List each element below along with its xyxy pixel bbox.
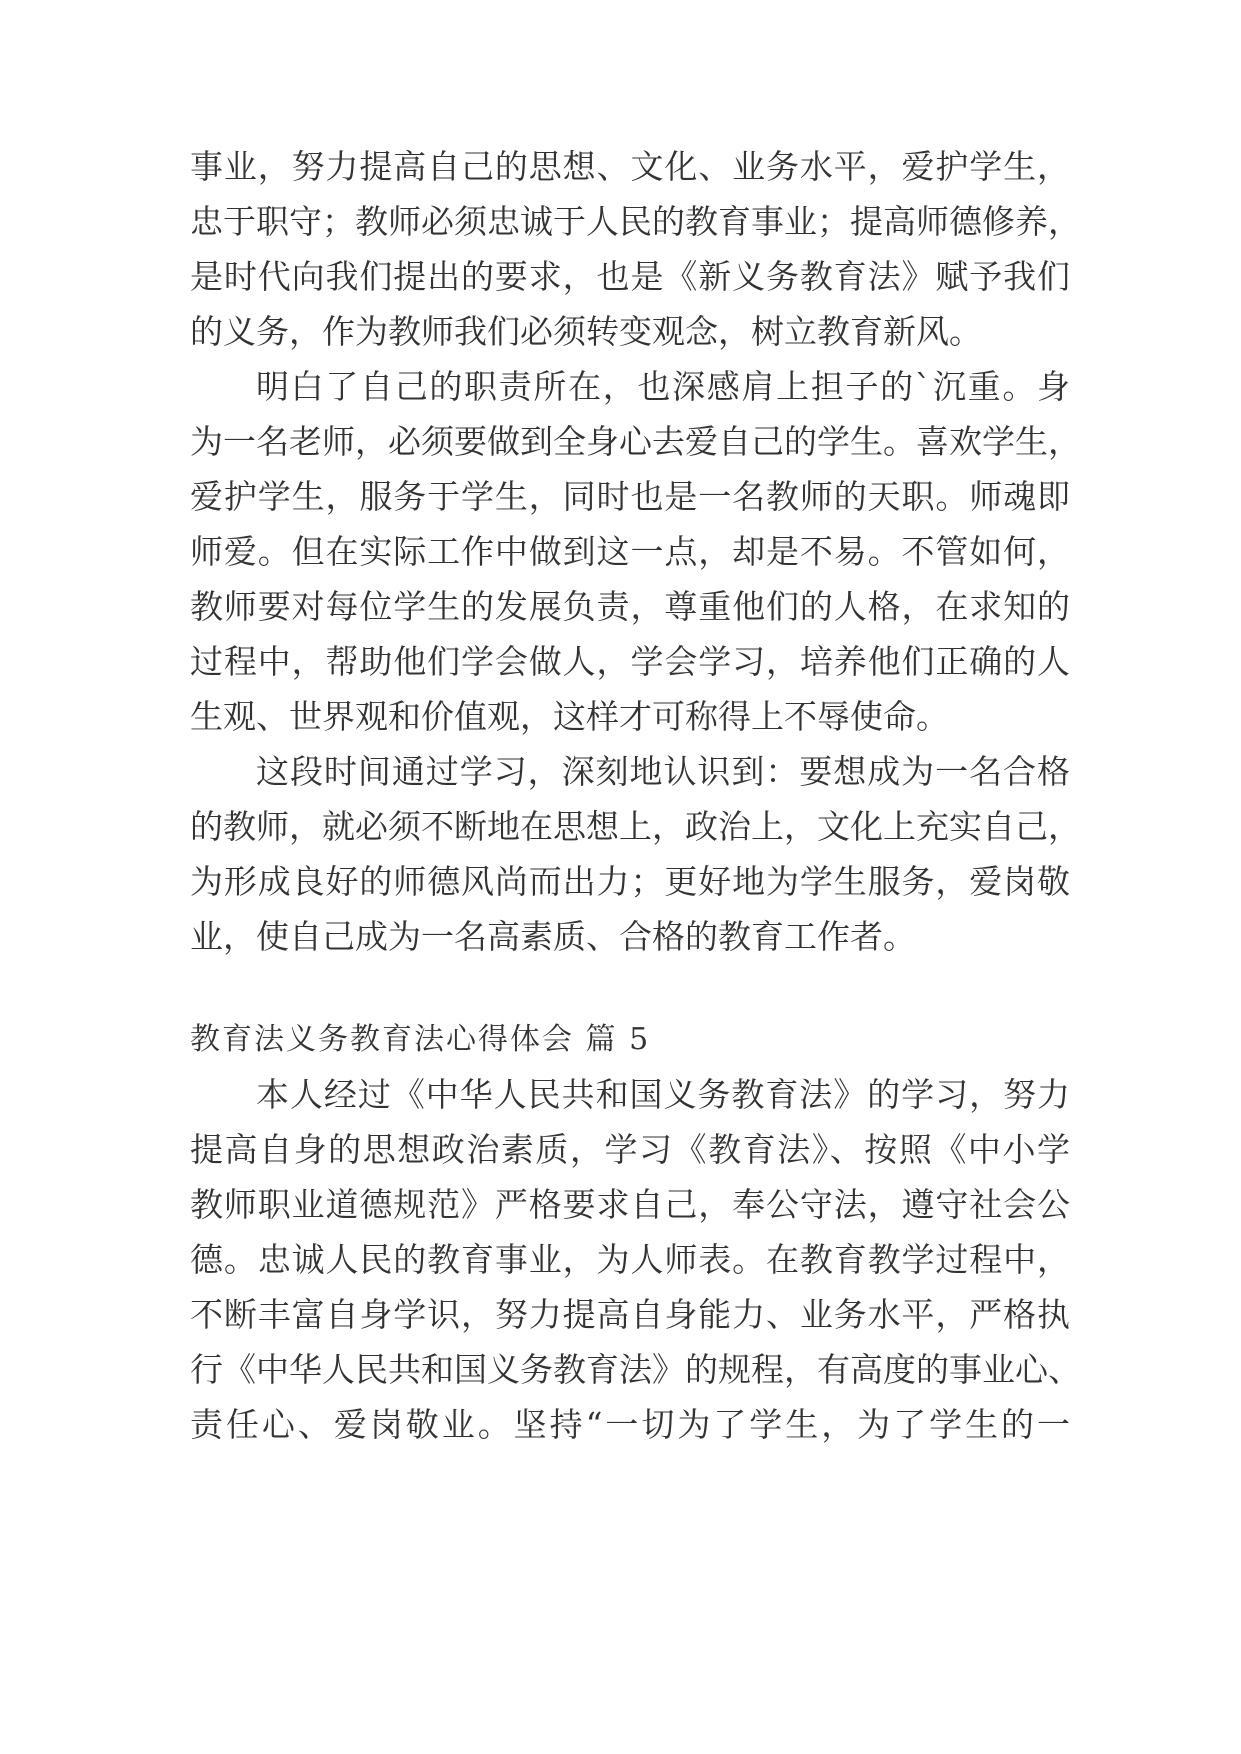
paragraph-4-line-4: 德。忠诚人民的教育事业，为人师表。在教育教学过程中，	[190, 1240, 1070, 1279]
paragraph-2-line-6: 过程中，帮助他们学会做人，学会学习，培养他们正确的人	[190, 642, 1070, 681]
paragraph-1-line-1: 事业，努力提高自己的思想、文化、业务水平，爱护学生，	[190, 147, 1070, 186]
paragraph-1-line-3: 是时代向我们提出的要求，也是《新义务教育法》赋予我们	[190, 257, 1070, 296]
paragraph-1-line-4: 的义务，作为教师我们必须转变观念，树立教育新风。	[190, 312, 982, 351]
paragraph-2-line-2: 为一名老师，必须要做到全身心去爱自己的学生。喜欢学生，	[190, 422, 1081, 461]
paragraph-1-line-2: 忠于职守；教师必须忠诚于人民的教育事业；提高师德修养，	[190, 202, 1081, 241]
section-heading: 教育法义务教育法心得体会 篇 5	[190, 1022, 651, 1057]
paragraph-4-line-1: 本人经过《中华人民共和国义务教育法》的学习，努力	[256, 1075, 1070, 1114]
paragraph-2-line-7: 生观、世界观和价值观，这样才可称得上不辱使命。	[190, 697, 949, 736]
paragraph-2-line-5: 教师要对每位学生的发展负责，尊重他们的人格，在求知的	[190, 587, 1070, 626]
paragraph-2-line-4: 师爱。但在实际工作中做到这一点，却是不易。不管如何，	[190, 532, 1070, 571]
paragraph-4-line-3: 教师职业道德规范》严格要求自己，奉公守法，遵守社会公	[190, 1185, 1070, 1224]
paragraph-3-line-4: 业，使自己成为一名高素质、合格的教育工作者。	[190, 917, 916, 956]
paragraph-3-line-2: 的教师，就必须不断地在思想上，政治上，文化上充实自己，	[190, 807, 1081, 846]
paragraph-3-line-1: 这段时间通过学习，深刻地认识到：要想成为一名合格	[256, 752, 1070, 791]
paragraph-4-line-7: 责任心、爱岗敬业。坚持“一切为了学生，为了学生的一	[190, 1405, 1070, 1444]
paragraph-4-line-5: 不断丰富自身学识，努力提高自身能力、业务水平，严格执	[190, 1295, 1070, 1334]
paragraph-2-line-1: 明白了自己的职责所在，也深感肩上担子的`沉重。身	[256, 367, 1070, 406]
paragraph-4-line-6: 行《中华人民共和国义务教育法》的规程，有高度的事业心、	[190, 1350, 1081, 1389]
paragraph-4-line-2: 提高自身的思想政治素质，学习《教育法》、按照《中小学	[190, 1130, 1070, 1169]
paragraph-3-line-3: 为形成良好的师德风尚而出力；更好地为学生服务，爱岗敬	[190, 862, 1070, 901]
paragraph-2-line-3: 爱护学生，服务于学生，同时也是一名教师的天职。师魂即	[190, 477, 1070, 516]
